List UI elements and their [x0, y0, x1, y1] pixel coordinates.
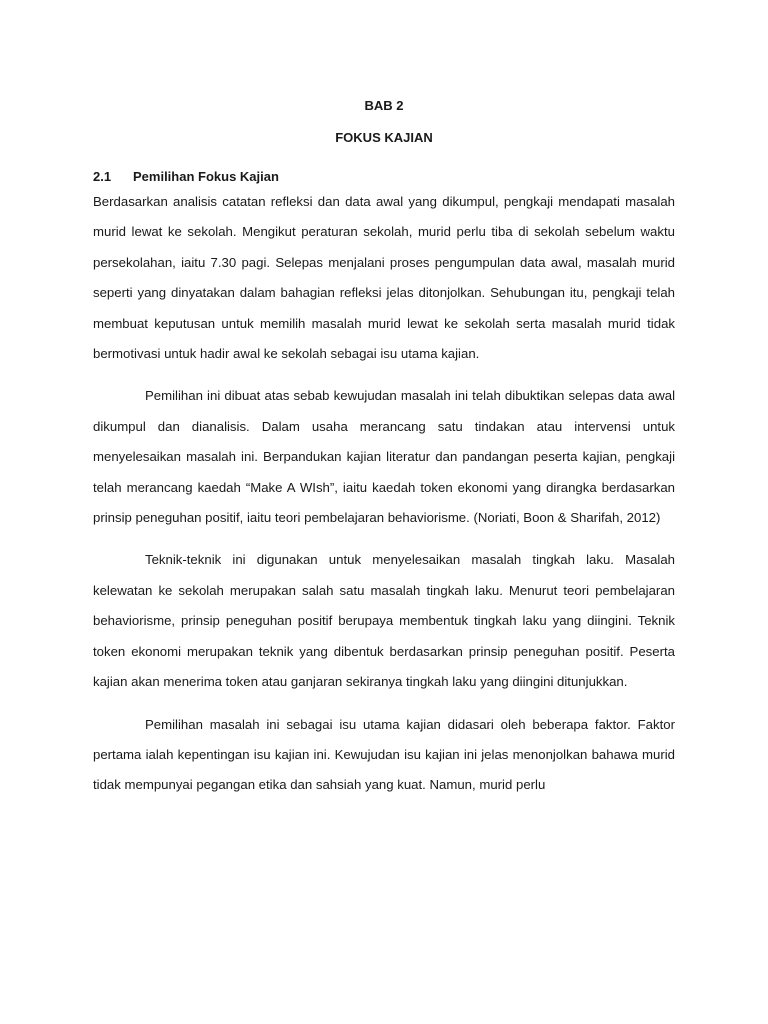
- section-number: 2.1: [93, 169, 112, 184]
- body-paragraph: Pemilihan ini dibuat atas sebab kewujudan masalah ini telah dibuktikan selepas data awal dikumpul dan dianalisis. Dalam usaha merancang satu tindakan atau intervensi untuk menyelesaikan masalah ini. Berpandukan kajian literatur dan pandangan peserta kajian, pengkaji telah merancang kaedah “Make A WIsh”, iaitu kaedah token ekonomi yang dirangka berdasarkan prinsip peneguhan positif, iaitu teori pembelajaran behaviorisme. (Noriati, Boon & Sharifah, 2012): [93, 388, 675, 526]
- body-paragraph: Berdasarkan analisis catatan refleksi dan data awal yang dikumpul, pengkaji mendapati masalah murid lewat ke sekolah. Mengikut peraturan sekolah, murid perlu tiba di sekolah sebelum waktu persekolahan, iaitu 7.30 pagi. Selepas menjalani proses pengumpulan data awal, masalah murid seperti yang dinyatakan dalam bahagian refleksi jelas ditonjolkan. Sehubungan itu, pengkaji telah membuat keputusan untuk memilih masalah murid lewat ke sekolah serta masalah murid tidak bermotivasi untuk hadir awal ke sekolah sebagai isu utama kajian.: [93, 194, 675, 362]
- chapter-heading: BAB 2: [364, 98, 404, 113]
- body-paragraph: Teknik-teknik ini digunakan untuk menyelesaikan masalah tingkah laku. Masalah kelewatan ke sekolah merupakan salah satu masalah tingkah laku. Menurut teori pembelajaran behaviorisme, prinsip peneguhan positif berupaya membentuk tingkah laku yang diingini. Teknik token ekonomi merupakan teknik yang dibentuk berdasarkan prinsip peneguhan positif. Peserta kajian akan menerima token atau ganjaran sekiranya tingkah laku yang diingini ditunjukkan.: [93, 552, 675, 690]
- body-paragraph: Pemilihan masalah ini sebagai isu utama kajian didasari oleh beberapa faktor. Faktor pertama ialah kepentingan isu kajian ini. Kewujudan isu kajian ini jelas menonjolkan bahawa murid tidak mempunyai pegangan etika dan sahsiah yang kuat. Namun, murid perlu: [93, 716, 675, 793]
- chapter-title: FOKUS KAJIAN: [335, 130, 433, 145]
- section-title: Pemilihan Fokus Kajian: [133, 169, 279, 184]
- document-page: [93, 98, 675, 1024]
- section-heading: [93, 169, 675, 185]
